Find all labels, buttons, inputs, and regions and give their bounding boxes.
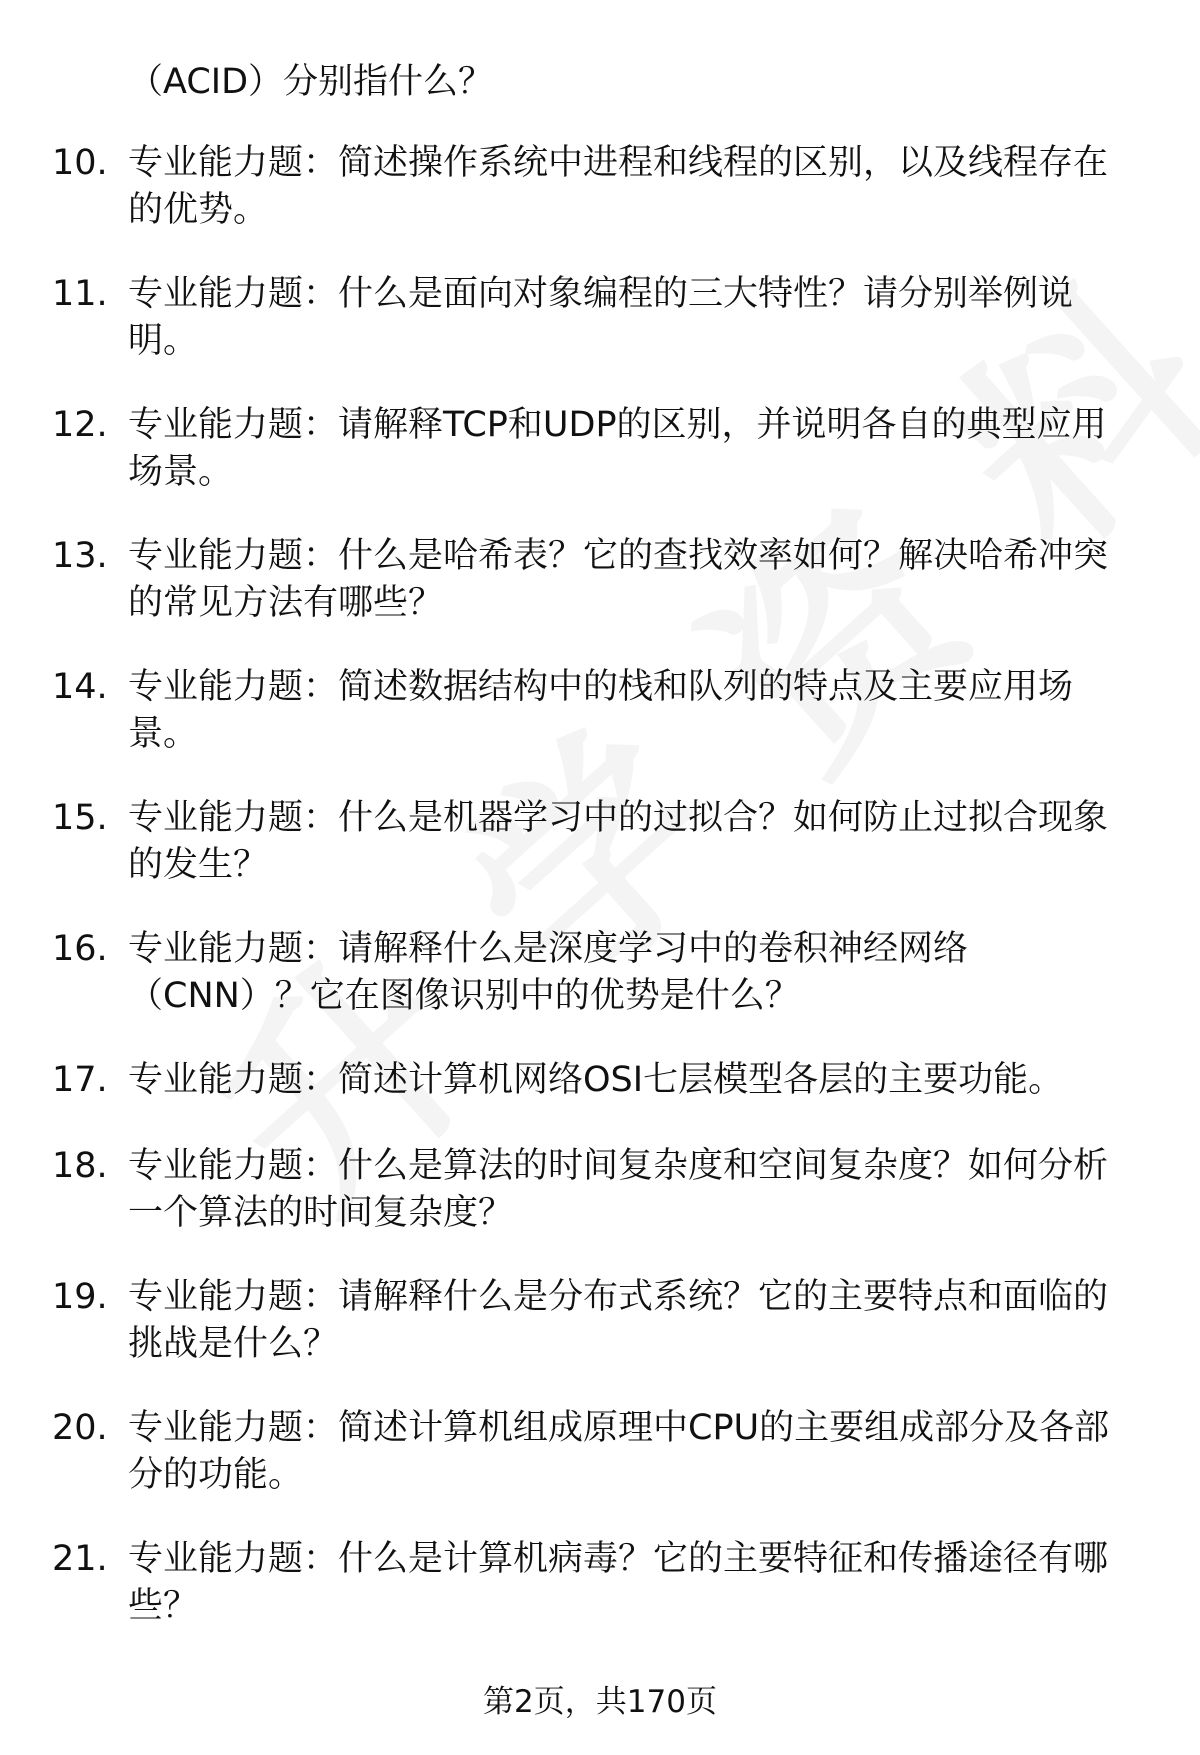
question-text: 专业能力题：请解释什么是分布式系统？它的主要特点和面临的挑战是什么？: [128, 1277, 1109, 1364]
question-text: 专业能力题：什么是计算机病毒？它的主要特征和传播途径有哪些？: [128, 1539, 1109, 1626]
question-item: [52, 1057, 1142, 1104]
question-item: [52, 795, 1142, 889]
question-number: 12.: [52, 405, 108, 445]
question-item: [52, 1405, 1142, 1499]
question-item: [52, 140, 1142, 234]
question-number: 21.: [52, 1539, 108, 1579]
question-number: 20.: [52, 1408, 108, 1448]
question-item: [52, 1274, 1142, 1368]
question-item: [52, 533, 1142, 627]
question-number: 13.: [52, 536, 108, 576]
question-number: 18.: [52, 1146, 108, 1186]
question-number: 10.: [52, 143, 108, 183]
question-number: 19.: [52, 1277, 108, 1317]
question-text: 专业能力题：简述数据结构中的栈和队列的特点及主要应用场景。: [128, 667, 1074, 754]
question-number: 11.: [52, 274, 108, 314]
question-item: [52, 1143, 1142, 1237]
question-item: [52, 271, 1142, 365]
question-text: 专业能力题：什么是算法的时间复杂度和空间复杂度？如何分析一个算法的时间复杂度？: [128, 1146, 1109, 1233]
question-item: [52, 1536, 1142, 1630]
question-text: 专业能力题：什么是哈希表？它的查找效率如何？解决哈希冲突的常见方法有哪些？: [128, 536, 1109, 623]
question-number: 14.: [52, 667, 108, 707]
question-text: 专业能力题：简述计算机组成原理中CPU的主要组成部分及各部分的功能。: [128, 1408, 1110, 1495]
page-footer: 第2页，共170页: [483, 1684, 717, 1720]
question-text: 专业能力题：什么是机器学习中的过拟合？如何防止过拟合现象的发生？: [128, 798, 1109, 885]
question-continuation: （ACID）分别指什么？: [128, 62, 494, 102]
question-text: 专业能力题：什么是面向对象编程的三大特性？请分别举例说明。: [128, 274, 1074, 361]
question-item: [52, 402, 1142, 496]
question-number: 15.: [52, 798, 108, 838]
question-number: 17.: [52, 1060, 108, 1100]
question-text: 专业能力题：简述计算机网络OSI七层模型各层的主要功能。: [128, 1060, 1064, 1100]
question-item: [52, 664, 1142, 758]
question-text: 专业能力题：请解释什么是深度学习中的卷积神经网络（CNN）？它在图像识别中的优势是什么？: [128, 929, 969, 1016]
question-number: 16.: [52, 929, 108, 969]
question-item: [52, 926, 1142, 1020]
question-text: 专业能力题：请解释TCP和UDP的区别，并说明各自的典型应用场景。: [128, 405, 1107, 492]
question-text: 专业能力题：简述操作系统中进程和线程的区别，以及线程存在的优势。: [128, 143, 1109, 230]
